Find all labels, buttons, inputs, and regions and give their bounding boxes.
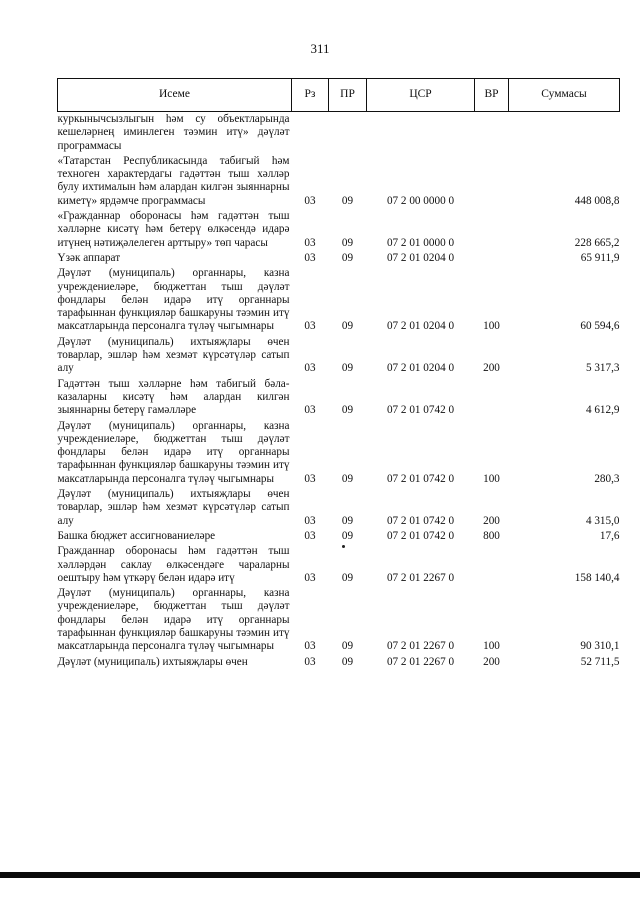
row-vr: [475, 377, 509, 419]
row-sum: 17,6: [599, 529, 620, 542]
row-pr: 09: [341, 514, 354, 527]
row-vr: 200: [483, 362, 500, 375]
row-vr: [475, 209, 509, 251]
row-vr: 100: [483, 472, 500, 485]
row-csr: 07 2 01 0742 0: [386, 404, 455, 417]
header-sum: Суммасы: [509, 79, 620, 112]
row-rz: 03: [304, 251, 316, 264]
row-vr: 800: [483, 529, 500, 542]
row-sum: 65 911,9: [580, 251, 620, 264]
row-rz: 03: [304, 655, 316, 668]
row-csr: 07 2 01 2267 0: [386, 640, 455, 653]
table-row: [58, 154, 620, 209]
row-pr: 09: [341, 472, 354, 485]
table-header-row: [58, 79, 620, 112]
row-vr: 100: [483, 320, 500, 333]
row-sum: 448 008,8: [574, 194, 620, 207]
row-rz: 03: [304, 194, 316, 207]
row-vr: 100: [483, 640, 500, 653]
table-row: [58, 487, 620, 529]
row-rz: 03: [304, 320, 316, 333]
row-sum: 228 665,2: [574, 236, 620, 249]
table-row: [58, 544, 620, 586]
table-row: [58, 529, 620, 544]
table-row: [58, 266, 620, 334]
table-row: [58, 586, 620, 654]
table-row: [58, 335, 620, 377]
row-pr: 09: [341, 571, 354, 584]
row-pr: 09: [341, 251, 354, 264]
page-number: 311: [310, 41, 330, 56]
row-vr: [475, 544, 509, 586]
row-csr: 07 2 01 0204 0: [386, 251, 455, 264]
row-rz: 03: [304, 404, 316, 417]
row-name: «Гражданнар оборонасы һәм гадәттән тыш хәлләрне кисәтү һәм бетерү өлкәсендә идарә итүнең нәтиҗәлелеген арттыру» төп чарасы: [57, 210, 290, 249]
row-name: куркынычсызлыгын һәм су объектларында кешеләрнең иминлеген тәэмин итү» дәүләт программасы: [57, 113, 290, 152]
row-sum: 158 140,4: [574, 571, 620, 584]
row-sum: 280,3: [594, 472, 620, 485]
row-pr: 09: [341, 236, 354, 249]
row-vr: [475, 154, 509, 209]
table-row: [58, 377, 620, 419]
row-sum: 4 315,0: [585, 514, 620, 527]
row-name: Гражданнар оборонасы һәм гадәттән тыш хәлләрдән саклау өлкәсендәге чараларны оештыру һәм үткәрү белән идарә итү: [57, 545, 290, 584]
row-name: Дәүләт (муниципаль) органнары, казна учреждениеләре, бюджеттан тыш дәүләт фондлары белән идарә итү органнары тарафыннан функцияләр башкаруны тәэмин итү максатларында персоналга түләү чыгымнары: [57, 267, 290, 333]
row-sum: 4 612,9: [585, 404, 620, 417]
header-name: Исеме: [58, 79, 292, 112]
row-pr: 09: [341, 362, 354, 375]
row-name: Дәүләт (муниципаль) ихтыяҗлары өчен: [57, 655, 248, 668]
row-pr: 09: [341, 194, 354, 207]
row-name: «Татарстан Республикасында табигый һәм техноген характердагы гадәттән тыш хәлләр булу ихтималын һәм алардан килгән зыяннарны киметү» ярдәмче программасы: [57, 154, 290, 207]
table-row: [58, 419, 620, 487]
row-vr: [475, 112, 509, 154]
row-name: Дәүләт (муниципаль) ихтыяҗлары өчен товарлар, эшләр һәм хезмәт күрсәтүләр сатып алу: [57, 335, 290, 375]
row-vr: [475, 251, 509, 266]
row-rz: 03: [304, 529, 316, 542]
scan-speck: [342, 545, 345, 548]
row-rz: 03: [304, 472, 316, 485]
row-csr: 07 2 01 0742 0: [386, 529, 455, 542]
header-csr: ЦСР: [367, 79, 475, 112]
row-pr: 09: [341, 320, 354, 333]
header-rz: Рз: [292, 79, 329, 112]
row-csr: 07 2 01 2267 0: [386, 571, 455, 584]
row-csr: 07 2 01 0204 0: [386, 320, 455, 333]
row-csr: 07 2 01 0204 0: [386, 362, 455, 375]
row-pr: 09: [341, 640, 354, 653]
row-csr: 07 2 01 0000 0: [386, 236, 455, 249]
row-pr: 09: [341, 529, 354, 542]
row-csr: 07 2 01 2267 0: [386, 655, 455, 668]
header-pr: ПР: [329, 79, 367, 112]
scan-edge-bar: [0, 872, 640, 878]
row-name: Башка бюджет ассигнованиеләре: [57, 529, 216, 542]
row-csr: 07 2 01 0742 0: [386, 514, 455, 527]
row-csr: 07 2 00 0000 0: [386, 194, 455, 207]
row-sum: 90 310,1: [580, 640, 620, 653]
row-name: Дәүләт (муниципаль) ихтыяҗлары өчен товарлар, эшләр һәм хезмәт күрсәтүләр сатып алу: [57, 488, 290, 527]
table-row: [58, 209, 620, 251]
row-rz: 03: [304, 236, 316, 249]
row-sum: 5 317,3: [585, 362, 620, 375]
table-row: [58, 655, 620, 670]
row-sum: [509, 112, 620, 154]
row-sum: 60 594,6: [580, 320, 620, 333]
budget-table: [57, 78, 620, 670]
table-row: [58, 112, 620, 154]
row-rz: 03: [304, 362, 316, 375]
row-name: Дәүләт (муниципаль) органнары, казна учреждениеләре, бюджеттан тыш дәүләт фондлары белән идарә итү органнары тарафыннан функцияләр башкаруны тәэмин итү максатларында персоналга түләү чыгымнары: [57, 587, 290, 653]
row-vr: 200: [483, 655, 500, 668]
row-pr: 09: [341, 404, 354, 417]
row-name: Гадәттән тыш хәлләрне һәм табигый бәла-казаларны кисәтү һәм алардан килгән зыяннарны бетерү гамәлләре: [57, 377, 290, 417]
row-rz: 03: [304, 640, 316, 653]
table-row: [58, 251, 620, 266]
row-vr: 200: [483, 514, 500, 527]
header-vr: ВР: [475, 79, 509, 112]
row-rz: 03: [304, 571, 316, 584]
row-rz: 03: [304, 514, 316, 527]
row-name: Үзәк аппарат: [57, 251, 121, 264]
row-rz: [292, 112, 329, 154]
row-pr: 09: [341, 655, 354, 668]
row-csr: [367, 112, 475, 154]
row-pr: [329, 112, 367, 154]
row-sum: 52 711,5: [580, 655, 620, 668]
row-csr: 07 2 01 0742 0: [386, 472, 455, 485]
row-name: Дәүләт (муниципаль) органнары, казна учреждениеләре, бюджеттан тыш дәүләт фондлары белән идарә итү органнары тарафыннан функцияләр башкаруны тәэмин итү максатларында персоналга түләү чыгымнары: [57, 419, 290, 485]
